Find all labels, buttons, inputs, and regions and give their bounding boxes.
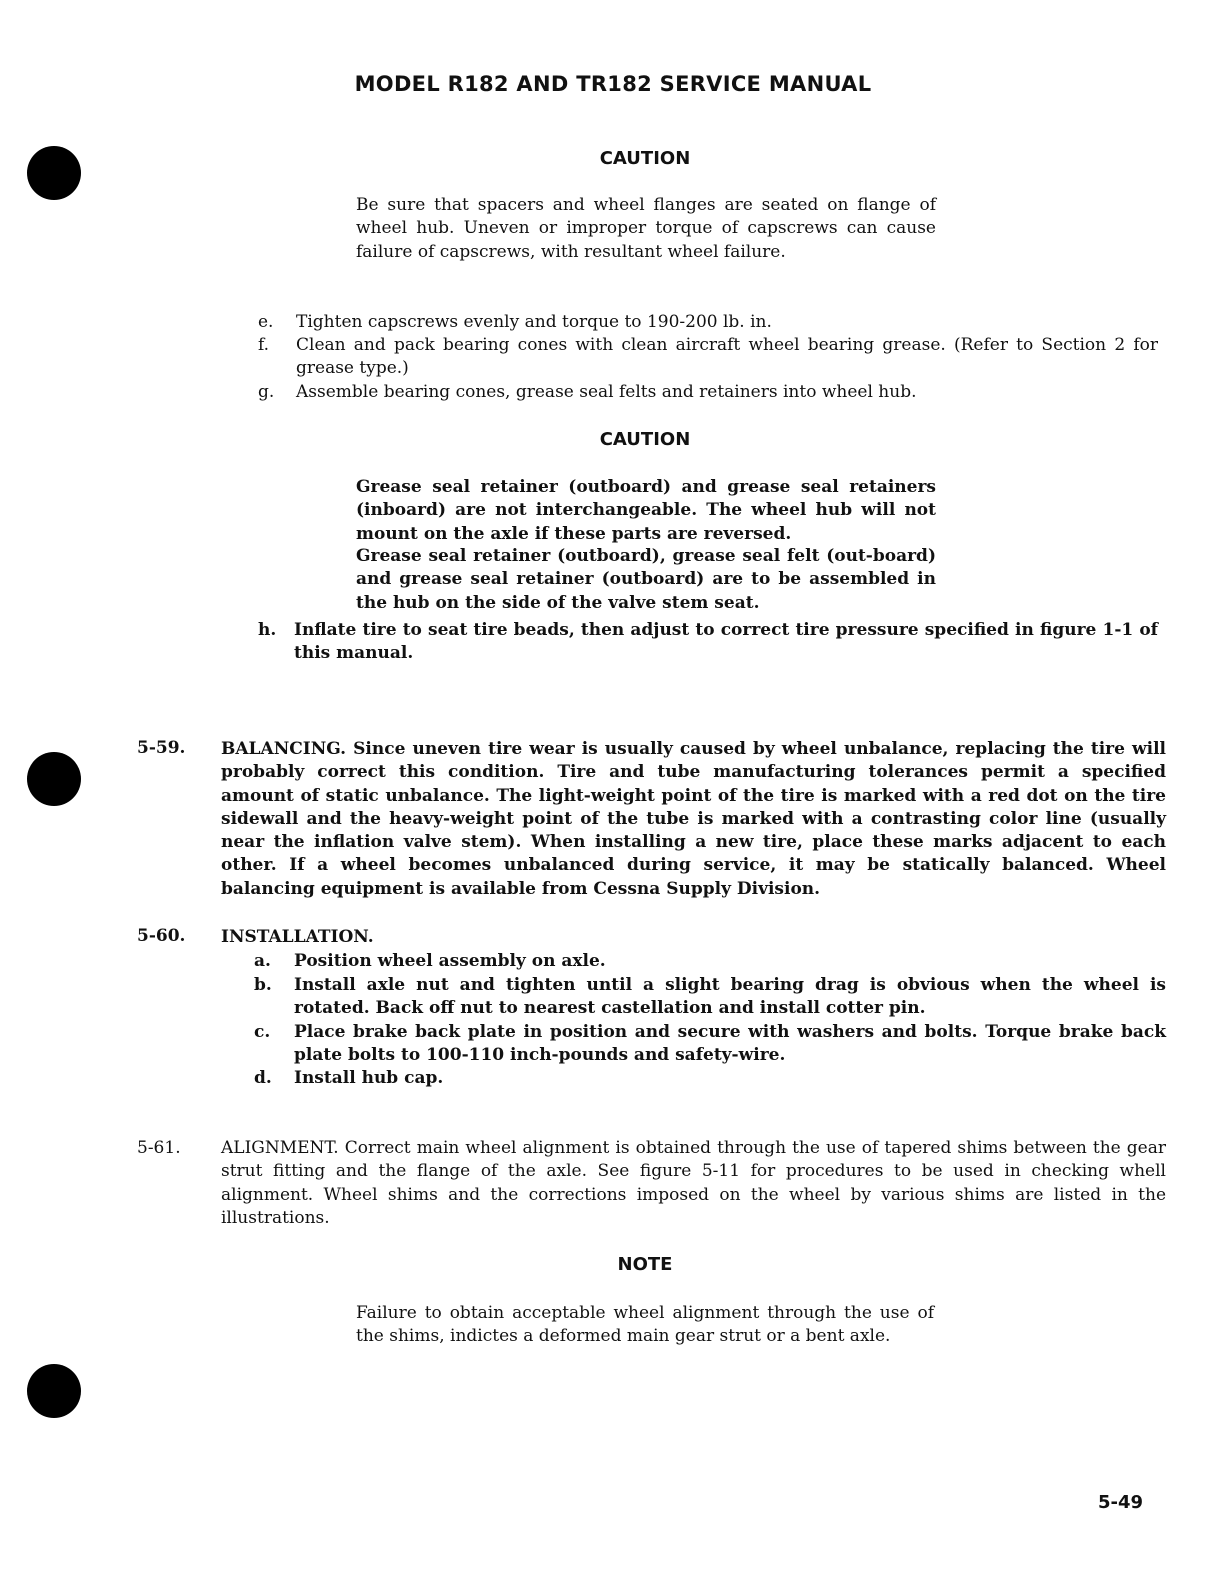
caution-text-2b: Grease seal retainer (outboard), grease seal felt (out-board) and grease seal retainer (outboard) are to be assembled in the hub on the side of the valve stem seat. — [356, 546, 936, 613]
step-text: Clean and pack bearing cones with clean aircraft wheel bearing grease. (Refer to Section 2 for grease type.) — [296, 335, 1158, 379]
caution-text-1: Be sure that spacers and wheel flanges are seated on flange of wheel hub. Uneven or improper torque of capscrews can cause failure of capscrews, with resultant wheel failure. — [356, 195, 936, 262]
page-title: MODEL R182 AND TR182 SERVICE MANUAL — [354, 72, 872, 96]
page-number: 5-49 — [1098, 1492, 1144, 1513]
step-text: Install hub cap. — [294, 1068, 444, 1088]
caution-heading-2: CAUTION — [599, 429, 691, 450]
step-text: Assemble bearing cones, grease seal felts and retainers into wheel hub. — [296, 382, 917, 402]
step-text: Place brake back plate in position and secure with washers and bolts. Torque brake back plate bolts to 100-110 inch-pounds and safety-wire. — [294, 1022, 1166, 1066]
step-letter: f. — [258, 335, 270, 355]
section-number-5-60: 5-60. — [137, 926, 186, 946]
step-text: Inflate tire to seat tire beads, then adjust to correct tire pressure specified in figure 1-1 of this manual. — [294, 620, 1158, 664]
step-text: Position wheel assembly on axle. — [294, 951, 606, 971]
step-letter: d. — [254, 1068, 272, 1088]
caution-heading-1: CAUTION — [599, 148, 691, 169]
section-text-5-61: ALIGNMENT. Correct main wheel alignment is obtained through the use of tapered shims between the gear strut fitting and the flange of the axle. See figure 5-11 for procedures to be used in checking whell alignment. Wheel shims and the corrections imposed on the wheel by various shims are listed in the illustrations. — [221, 1138, 1166, 1228]
step-text: Install axle nut and tighten until a slight bearing drag is obvious when the wheel is rotated. Back off nut to nearest castellation and install cotter pin. — [294, 975, 1166, 1019]
caution-text-2a: Grease seal retainer (outboard) and grease seal retainers (inboard) are not interchangeable. The wheel hub will not mount on the axle if these parts are reversed. — [356, 477, 936, 544]
note-text: Failure to obtain acceptable wheel alignment through the use of the shims, indictes a deformed main gear strut or a bent axle. — [356, 1303, 934, 1347]
step-letter: h. — [258, 620, 277, 640]
step-letter: b. — [254, 975, 272, 995]
section-number-5-61: 5-61. — [137, 1138, 181, 1158]
step-letter: a. — [254, 951, 271, 971]
section-number-5-59: 5-59. — [137, 738, 186, 758]
section-text-5-59: BALANCING. Since uneven tire wear is usually caused by wheel unbalance, replacing the tire will probably correct this condition. Tire and tube manufacturing tolerances permit a specified amount of static unbalance. The light-weight point of the tire is marked with a red dot on the tire sidewall and the heavy-weight point of the tube is marked with a contrasting color line (usually near the inflation valve stem). When installing a new tire, place these marks adjacent to each other. If a wheel becomes unbalanced during service, it may be statically balanced. Wheel balancing equipment is available from Cessna Supply Division. — [221, 739, 1166, 899]
binder-hole-bottom — [27, 1364, 81, 1418]
section-title-5-60: INSTALLATION. — [221, 927, 374, 947]
step-letter: g. — [258, 382, 275, 402]
binder-hole-middle — [27, 752, 81, 806]
step-letter: e. — [258, 312, 274, 332]
note-heading: NOTE — [617, 1254, 673, 1275]
step-letter: c. — [254, 1022, 271, 1042]
step-text: Tighten capscrews evenly and torque to 190-200 lb. in. — [296, 312, 772, 332]
